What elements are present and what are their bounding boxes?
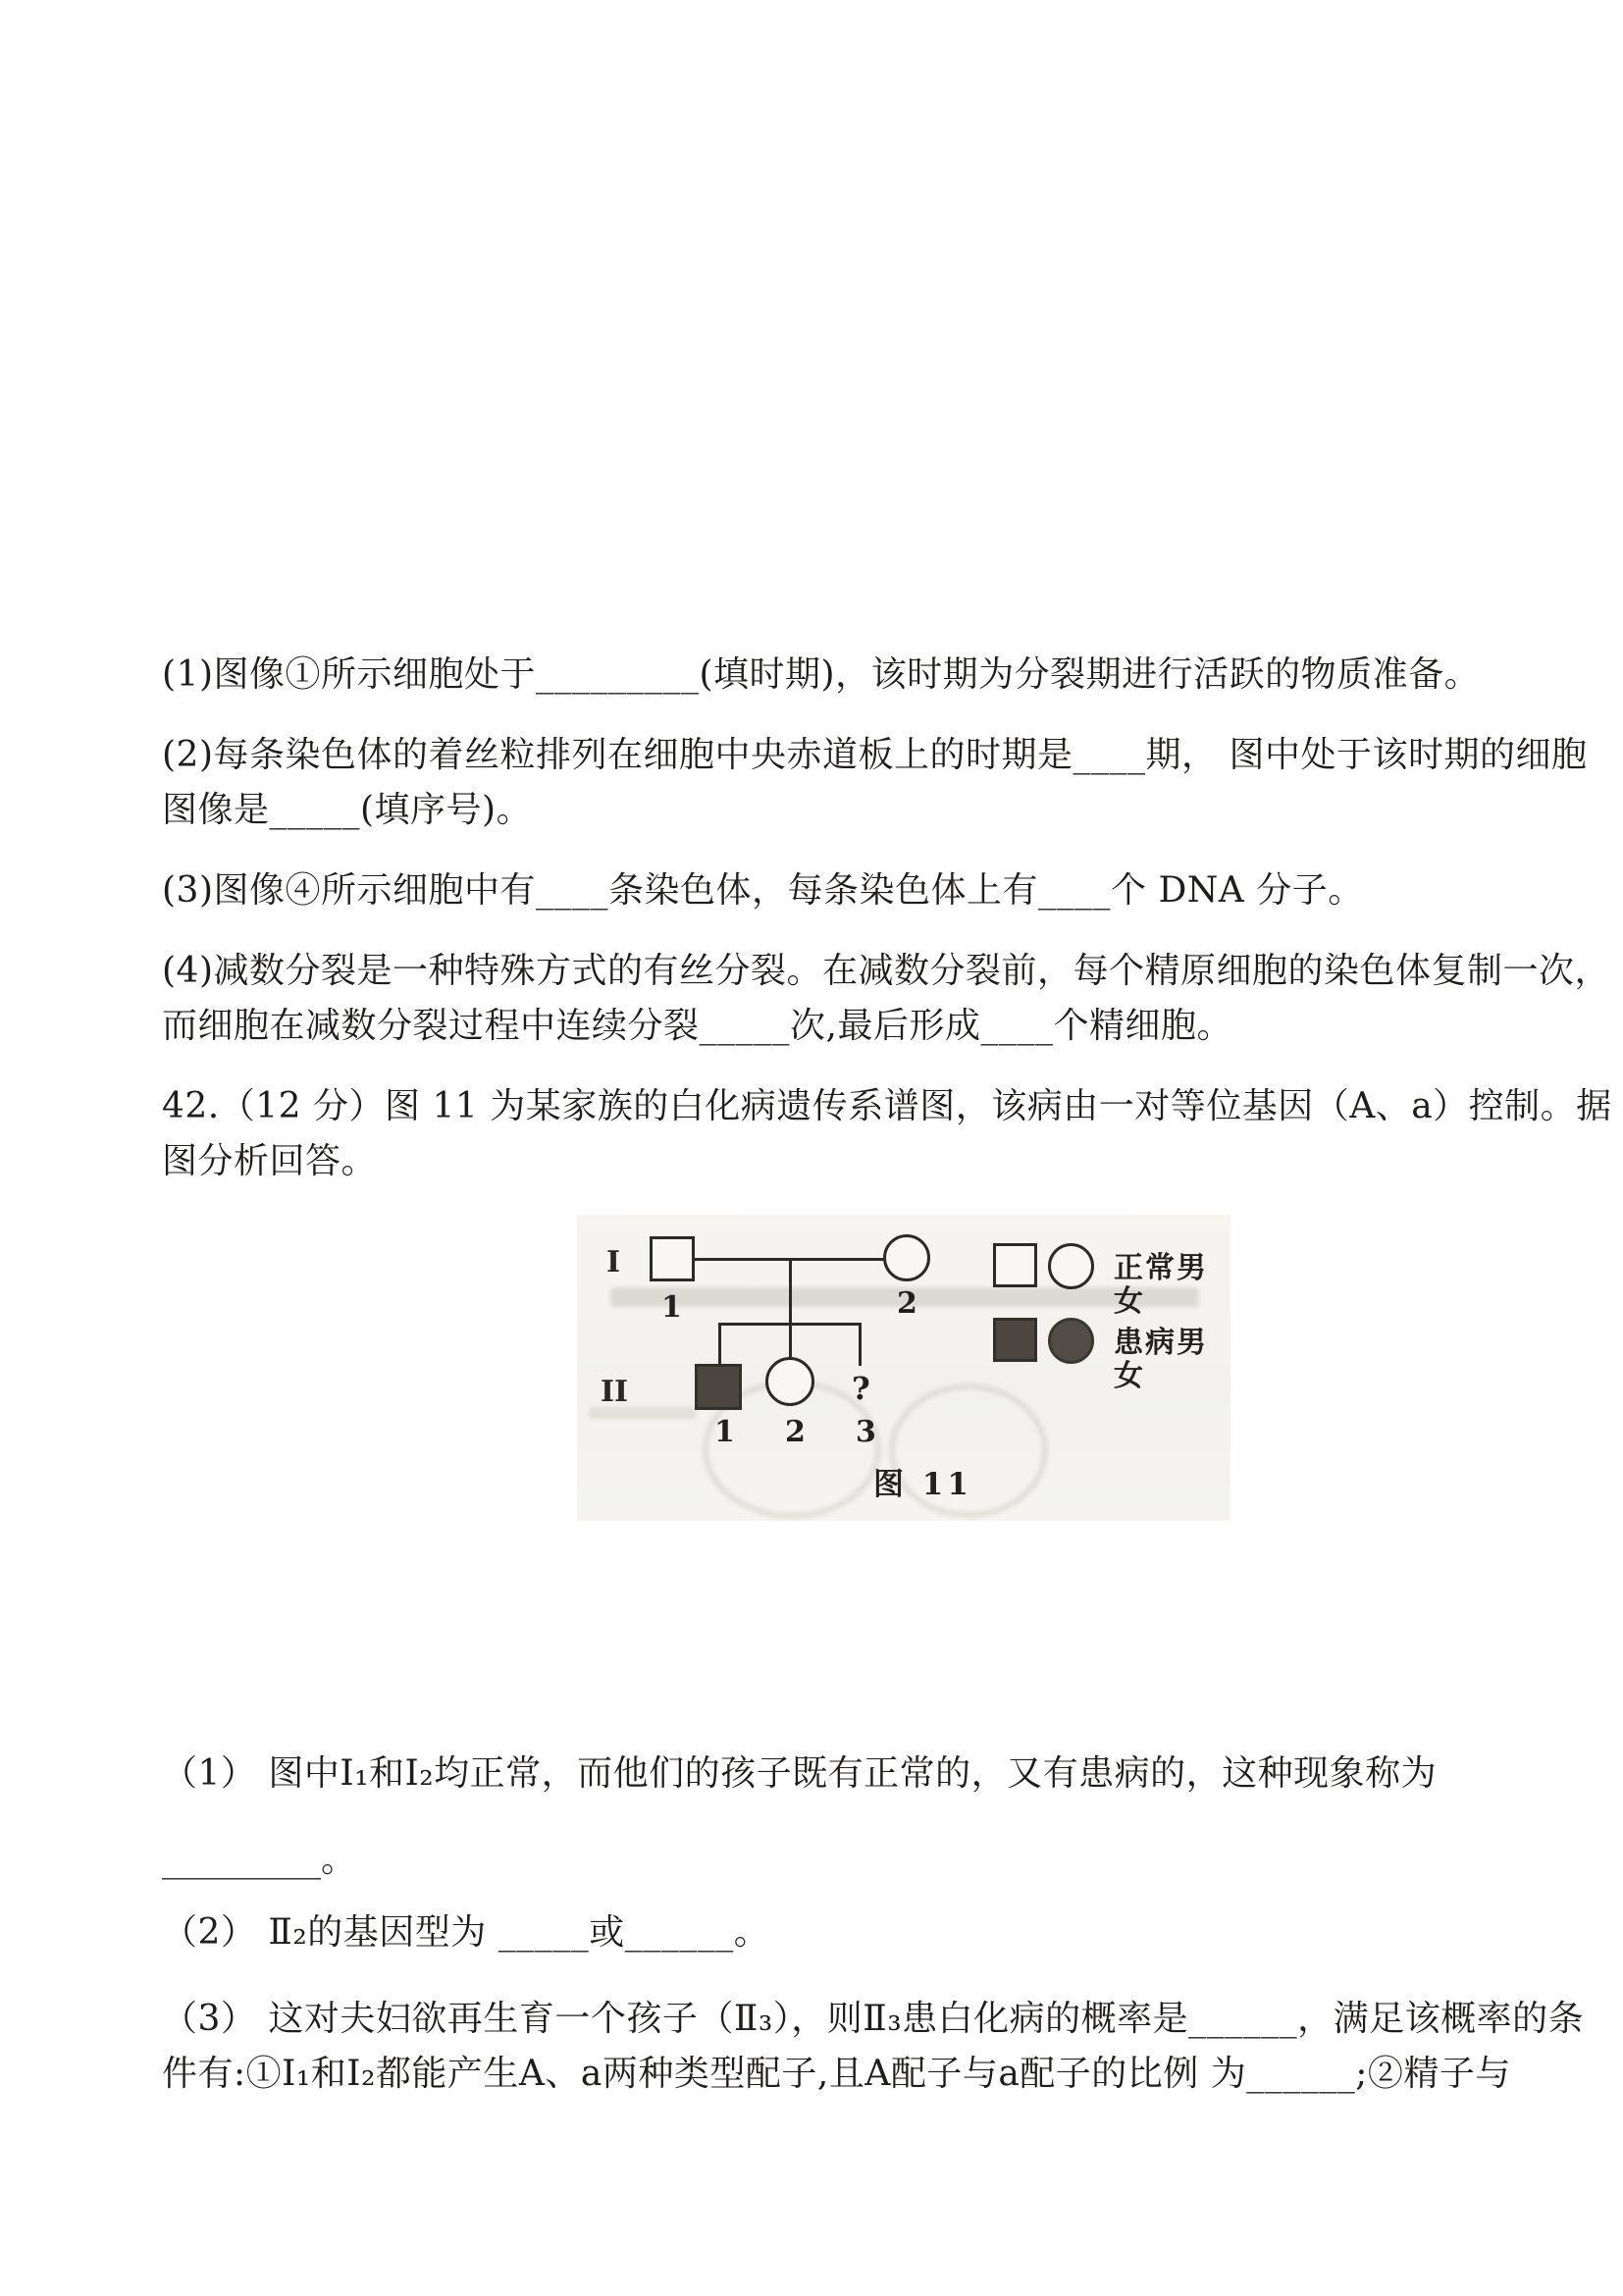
q42-item1-answer-blank: _________。 [162,1840,357,1880]
pedigree-figure [577,1215,1230,1521]
ii1-number: 1 [714,1415,735,1449]
i2-female-circle [883,1234,930,1281]
descent-line [789,1258,792,1325]
ii3-unknown-mark: ? [852,1370,870,1407]
generation-i-label: I [606,1245,621,1279]
i2-number: 2 [897,1286,917,1321]
figure-caption: 图 11 [873,1467,972,1502]
q42-item1-line1: （1） 图中Ⅰ₁和Ⅰ₂均正常，而他们的孩子既有正常的，又有患病的，这种现象称为 [162,1753,1438,1794]
q41-item4-line1: (4)减数分裂是一种特殊方式的有丝分裂。在减数分裂前，每个精原细胞的染色体复制一次， [162,951,1610,991]
legend-normal-square-icon [993,1243,1037,1287]
q41-item2-line2: 图像是_____(填序号)。 [162,790,533,830]
ii3-number: 3 [856,1415,876,1449]
legend-affected-label: 患病男女 [1114,1326,1208,1393]
ii2-drop-line [789,1323,792,1358]
ii2-female-circle [765,1357,814,1406]
ii1-drop-line [718,1323,721,1364]
q41-item2-line1: (2)每条染色体的着丝粒排列在细胞中央赤道板上的时期是____期， 图中处于该时期的细胞 [162,735,1588,775]
ii3-drop-line [859,1323,862,1366]
i1-male-square [650,1236,695,1281]
q41-item3-line: (3)图像④所示细胞中有____条染色体，每条染色体上有____个 DNA 分子。 [162,870,1364,911]
q42-intro-line2: 图分析回答。 [162,1141,378,1181]
legend-normal-label: 正常男女 [1114,1251,1208,1319]
generation-ii-label: II [601,1375,629,1409]
legend-affected-square-icon [993,1318,1037,1362]
legend-affected-circle-icon [1048,1318,1094,1364]
q42-intro-line1: 42.（12 分）图 11 为某家族的白化病遗传系谱图，该病由一对等位基因（A、a）控制。据 [162,1086,1612,1126]
q41-item4-line2: 而细胞在减数分裂过程中连续分裂_____次,最后形成____个精细胞。 [162,1006,1232,1046]
ii1-affected-male-square [695,1364,742,1410]
q42-item3-line2: 件有:①Ⅰ₁和Ⅰ₂都能产生A、a两种类型配子,且A配子与a配子的比例 为______;②精子与 [162,2054,1511,2094]
q42-item2-line: （2） Ⅱ₂的基因型为 _____或______。 [162,1912,770,1953]
i1-number: 1 [661,1290,682,1325]
legend-normal-circle-icon [1048,1243,1094,1289]
q41-item1-line: (1)图像①所示细胞处于_________(填时期)，该时期为分裂期进行活跃的物质准备。 [162,654,1481,695]
ii2-number: 2 [785,1415,806,1449]
q42-item3-line1: （3） 这对夫妇欲再生育一个孩子（Ⅱ₃），则Ⅱ₃患白化病的概率是______，满足该概率的条 [162,1999,1585,2039]
